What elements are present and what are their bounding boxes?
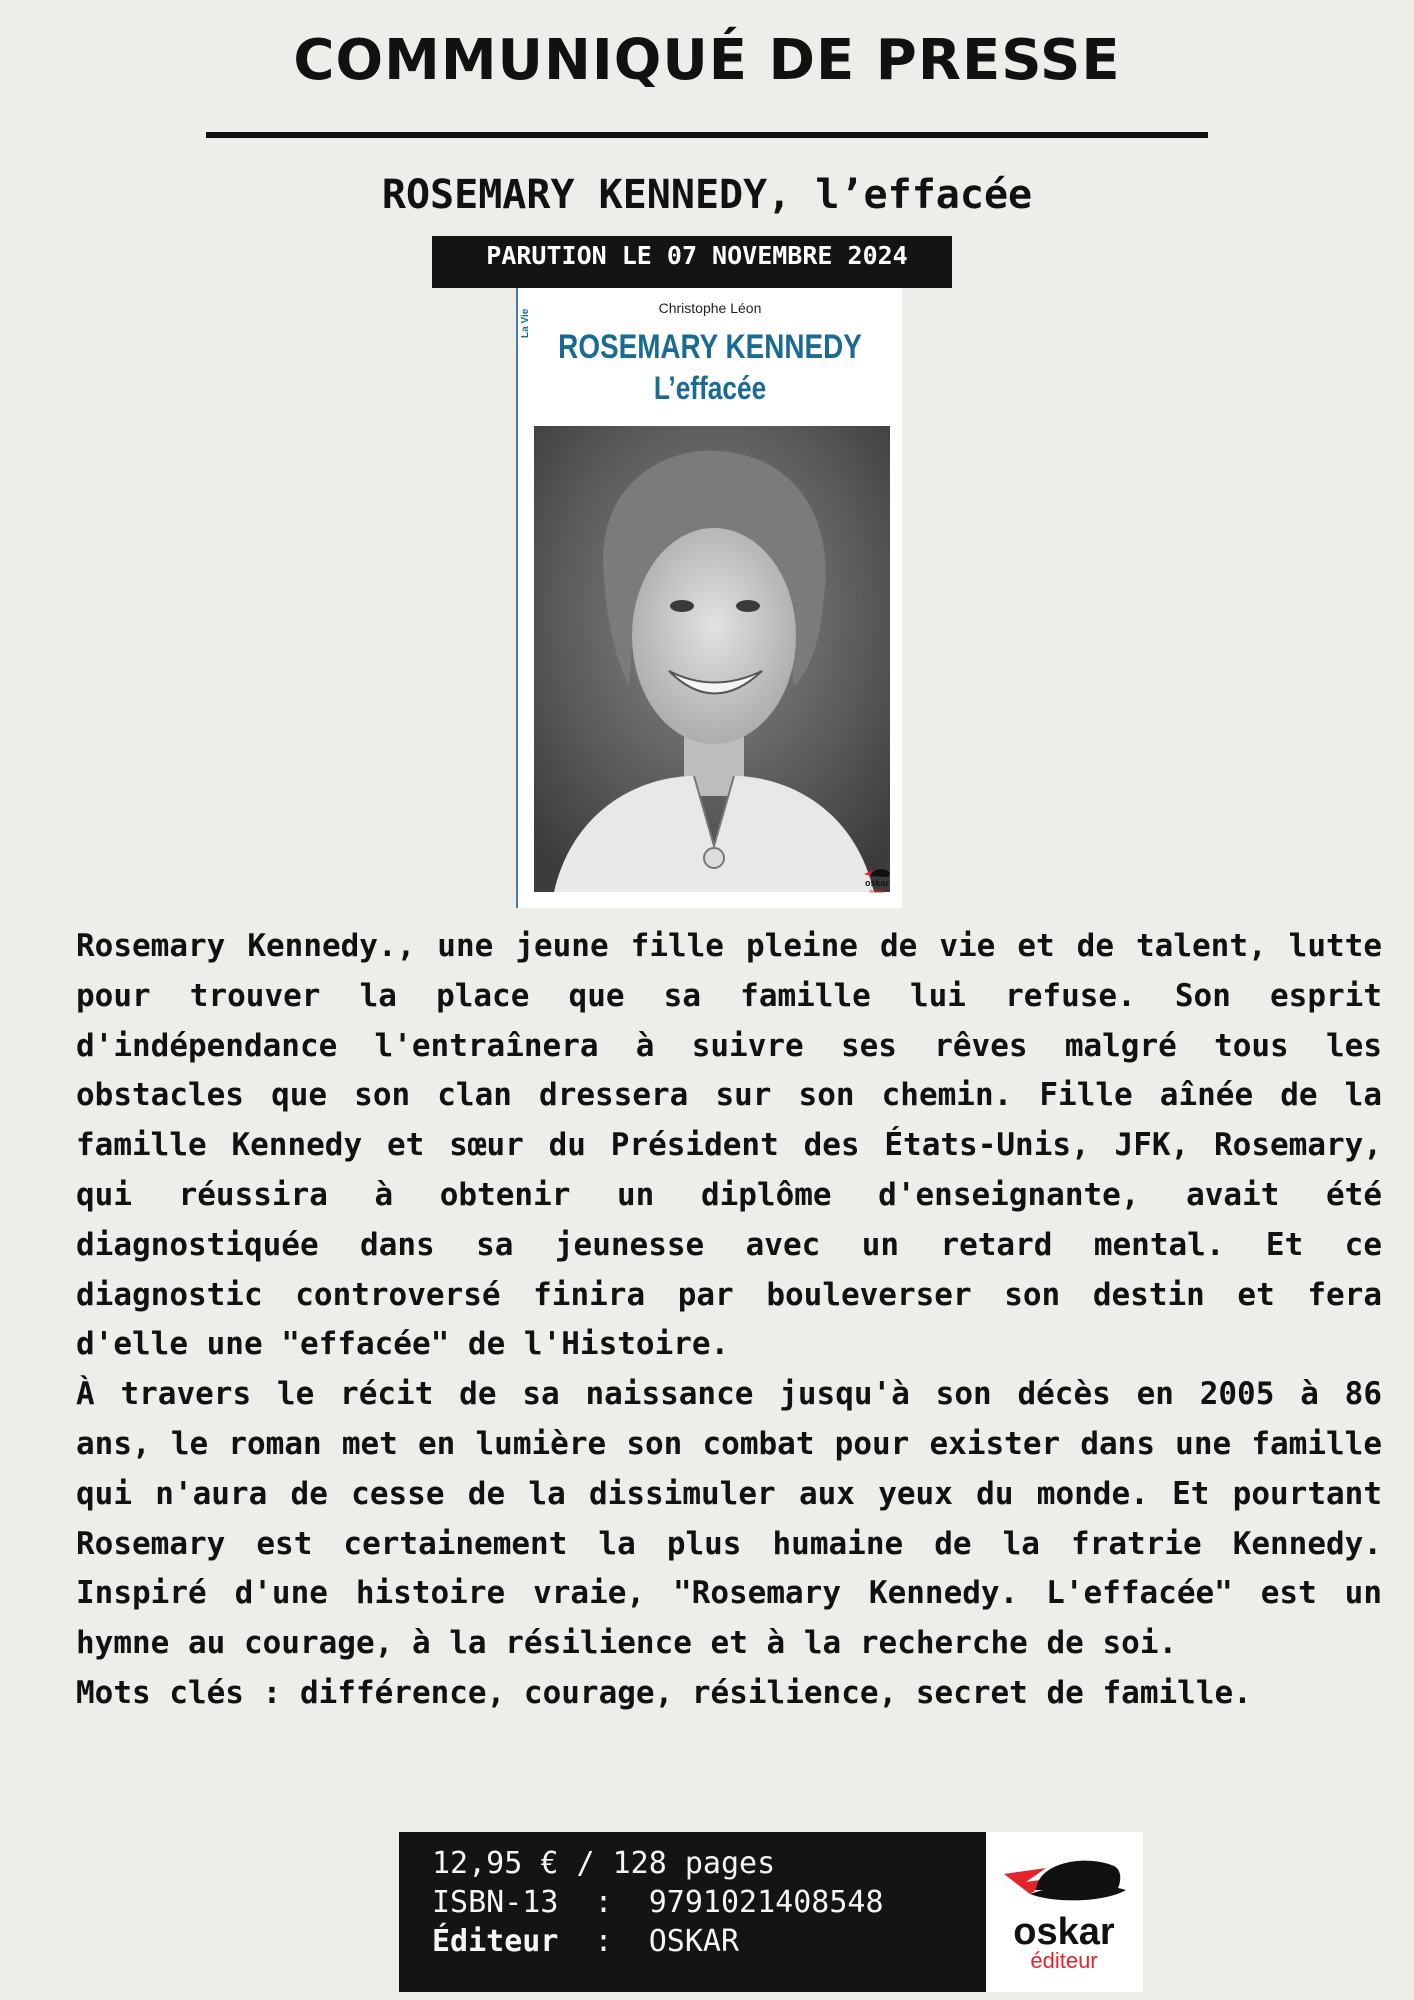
description-paragraph-2: À travers le récit de sa naissance jusqu'à son décès en 2005 à 86 ans, le roman met en lumière son combat pour exister dans une famille qui n'aura de cesse de la dissimuler aux yeux du monde. Et pourtant Rosemary est certainement la plus humaine de la fratrie Kennedy. Inspiré d'une histoire vraie, "Rosemary Kennedy. L'effacée" est un hymne au courage, à la résilience et à la recherche de soi. xyxy=(76,1376,1382,1662)
cover-publisher-logo xyxy=(860,864,894,898)
release-date-badge: PARUTION LE 07 NOVEMBRE 2024 xyxy=(432,236,952,288)
book-info-box xyxy=(399,1832,986,1992)
cover-portrait-photo xyxy=(534,426,890,892)
price-pages: 12,95 € / 128 pages xyxy=(432,1846,776,1881)
description-paragraph-1: Rosemary Kennedy., une jeune fille pleine de vie et de talent, lutte pour trouver la place que sa famille lui refuse. Son esprit d'indépendance l'entraînera à suivre ses rêves malgré tous les obstacles que son clan dressera sur son chemin. Fille aînée de la famille Kennedy et sœur du Président des États-Unis, JFK, Rosemary, qui réussira à obtenir un diplôme d'enseignante, avait été diagnostiquée dans sa jeunesse avec un retard mental. Et ce diagnostic controversé finira par bouleverser son destin et fera d'elle une "effacée" de l'Histoire. xyxy=(76,928,1382,1363)
isbn-row xyxy=(432,1883,986,1922)
book-description xyxy=(76,922,1382,1719)
publisher-logo-name: oskar xyxy=(1013,1911,1115,1953)
isbn-separator: : xyxy=(558,1885,649,1920)
keywords-line: Mots clés : différence, courage, résilience, secret de famille. xyxy=(76,1674,1252,1711)
publisher-label: Éditeur xyxy=(432,1924,559,1959)
isbn-value: 9791021408548 xyxy=(648,1885,884,1920)
publisher-value: OSKAR xyxy=(648,1924,740,1959)
publisher-separator: : xyxy=(558,1924,649,1959)
isbn-label: ISBN-13 xyxy=(432,1885,559,1920)
cover-subtitle: L’effacée xyxy=(653,370,767,406)
cover-logo-subtext: éditeur xyxy=(869,889,885,894)
cover-author: Christophe Léon xyxy=(658,300,762,316)
publisher-logo xyxy=(986,1832,1143,1992)
cover-logo-text: oskar xyxy=(864,878,890,888)
page-title: COMMUNIQUÉ DE PRESSE xyxy=(293,28,1121,93)
title-divider xyxy=(206,132,1208,138)
publisher-row xyxy=(432,1922,986,1961)
book-title: ROSEMARY KENNEDY, l’effacée xyxy=(381,172,1033,218)
cover-series: La Vie xyxy=(520,308,531,338)
publisher-logo-sub: éditeur xyxy=(1030,1948,1098,1973)
cover-title: ROSEMARY KENNEDY xyxy=(558,328,862,366)
book-cover xyxy=(516,288,902,908)
